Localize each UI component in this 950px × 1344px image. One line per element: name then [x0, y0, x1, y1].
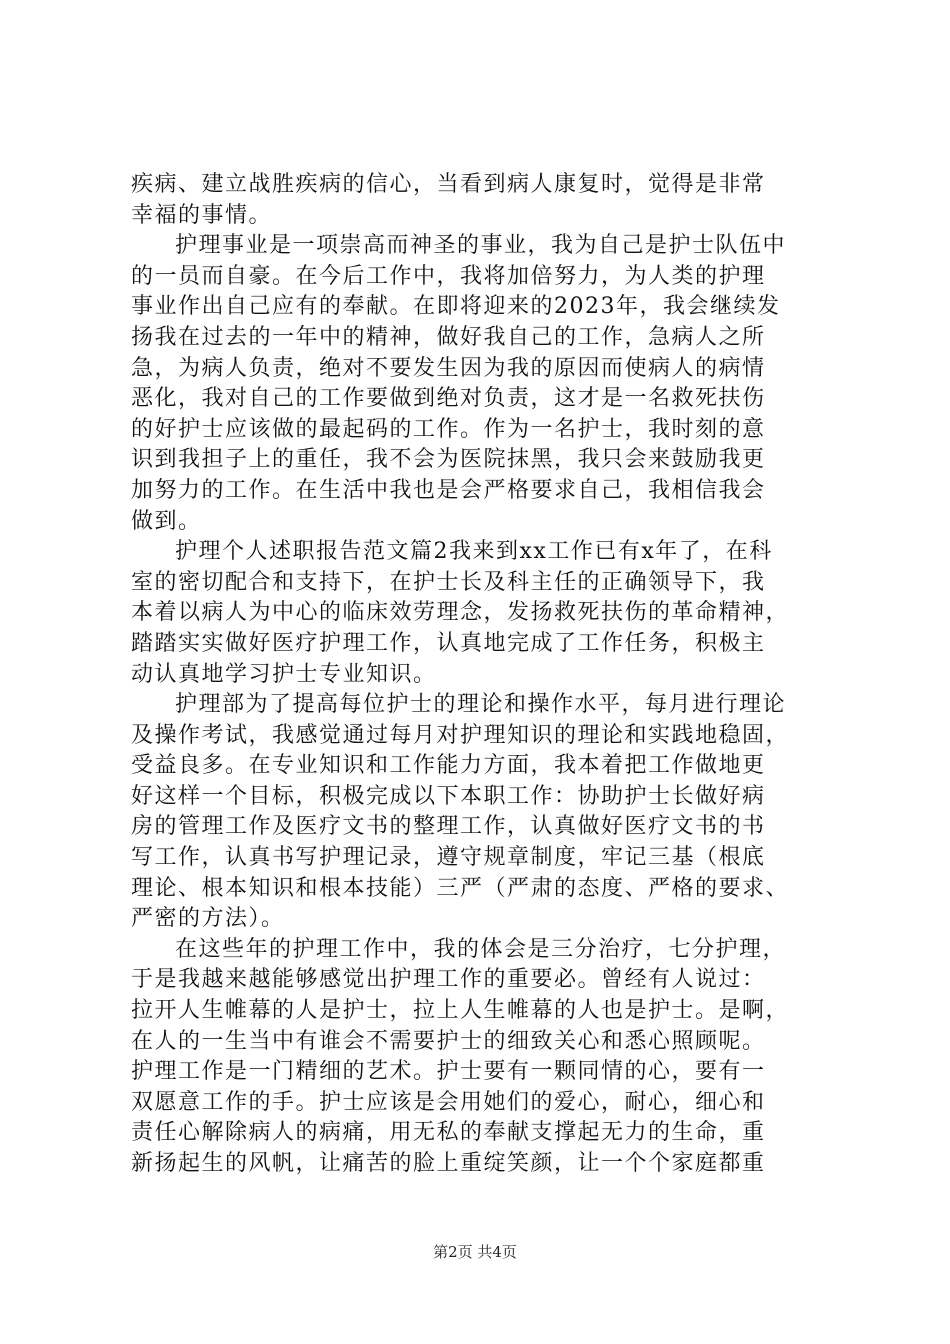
text-line: 踏踏实实做好医疗护理工作，认真地完成了工作任务，积极主	[131, 630, 766, 656]
text-line: 恶化，我对自己的工作要做到绝对负责，这才是一名救死扶伤	[131, 386, 766, 412]
text-line: 动认真地学习护士专业知识。	[131, 661, 437, 687]
text-line: 写工作，认真书写护理记录，遵守规章制度，牢记三基（根底	[131, 845, 766, 871]
text-line: 护理事业是一项崇高而神圣的事业，我为自己是护士队伍中	[175, 233, 787, 259]
text-line: 双愿意工作的手。护士应该是会用她们的爱心，耐心，细心和	[131, 1089, 766, 1115]
text-line: 理论、根本知识和根本技能）三严（严肃的态度、严格的要求、	[131, 875, 790, 901]
text-line: 在这些年的护理工作中，我的体会是三分治疗，七分护理，	[175, 936, 787, 962]
text-line: 受益良多。在专业知识和工作能力方面，我本着把工作做地更	[131, 753, 766, 779]
text-line: 于是我越来越能够感觉出护理工作的重要必。曾经有人说过：	[131, 967, 766, 993]
text-line: 加努力的工作。在生活中我也是会严格要求自己，我相信我会	[131, 477, 766, 503]
text-line: 幸福的事情。	[131, 202, 273, 228]
text-line: 的好护士应该做的最起码的工作。作为一名护士，我时刻的意	[131, 416, 766, 442]
text-line: 房的管理工作及医疗文书的整理工作，认真做好医疗文书的书	[131, 814, 766, 840]
text-line: 急，为病人负责，绝对不要发生因为我的原因而使病人的病情	[131, 355, 766, 381]
text-line: 新扬起生的风帆，让痛苦的脸上重绽笑颜，让一个个家庭都重	[131, 1151, 766, 1176]
text-line: 严密的方法）。	[131, 906, 285, 932]
text-line: 做到。	[131, 508, 202, 534]
text-line: 扬我在过去的一年中的精神，做好我自己的工作，急病人之所	[131, 324, 766, 350]
text-line: 在人的一生当中有谁会不需要护士的细致关心和悉心照顾呢。	[131, 1028, 766, 1054]
text-line: 及操作考试，我感觉通过每月对护理知识的理论和实践地稳固，	[131, 722, 790, 748]
text-line: 护理部为了提高每位护士的理论和操作水平，每月进行理论	[175, 692, 787, 718]
text-line: 事业作出自己应有的奉献。在即将迎来的2023年，我会继续发	[131, 294, 781, 320]
text-line: 本着以病人为中心的临床效劳理念，发扬救死扶伤的革命精神，	[131, 600, 790, 626]
body-text	[131, 170, 831, 1180]
text-line: 的一员而自豪。在今后工作中，我将加倍努力，为人类的护理	[131, 263, 766, 289]
text-line: 拉开人生帷幕的人是护士，拉上人生帷幕的人也是护士。是啊，	[131, 998, 790, 1024]
text-line: 好这样一个目标，积极完成以下本职工作：协助护士长做好病	[131, 783, 766, 809]
text-line: 疾病、建立战胜疾病的信心，当看到病人康复时，觉得是非常	[131, 172, 766, 197]
text-line: 护理个人述职报告范文篇2我来到xx工作已有x年了，在科	[175, 539, 773, 565]
text-line: 护理工作是一门精细的艺术。护士要有一颗同情的心，要有一	[131, 1059, 766, 1085]
text-line: 责任心解除病人的病痛，用无私的奉献支撑起无力的生命，重	[131, 1120, 766, 1146]
text-line: 室的密切配合和支持下，在护士长及科主任的正确领导下，我	[131, 569, 766, 595]
text-line: 识到我担子上的重任，我不会为医院抹黑，我只会来鼓励我更	[131, 447, 766, 473]
page-footer: 第2页 共4页	[433, 1243, 517, 1261]
